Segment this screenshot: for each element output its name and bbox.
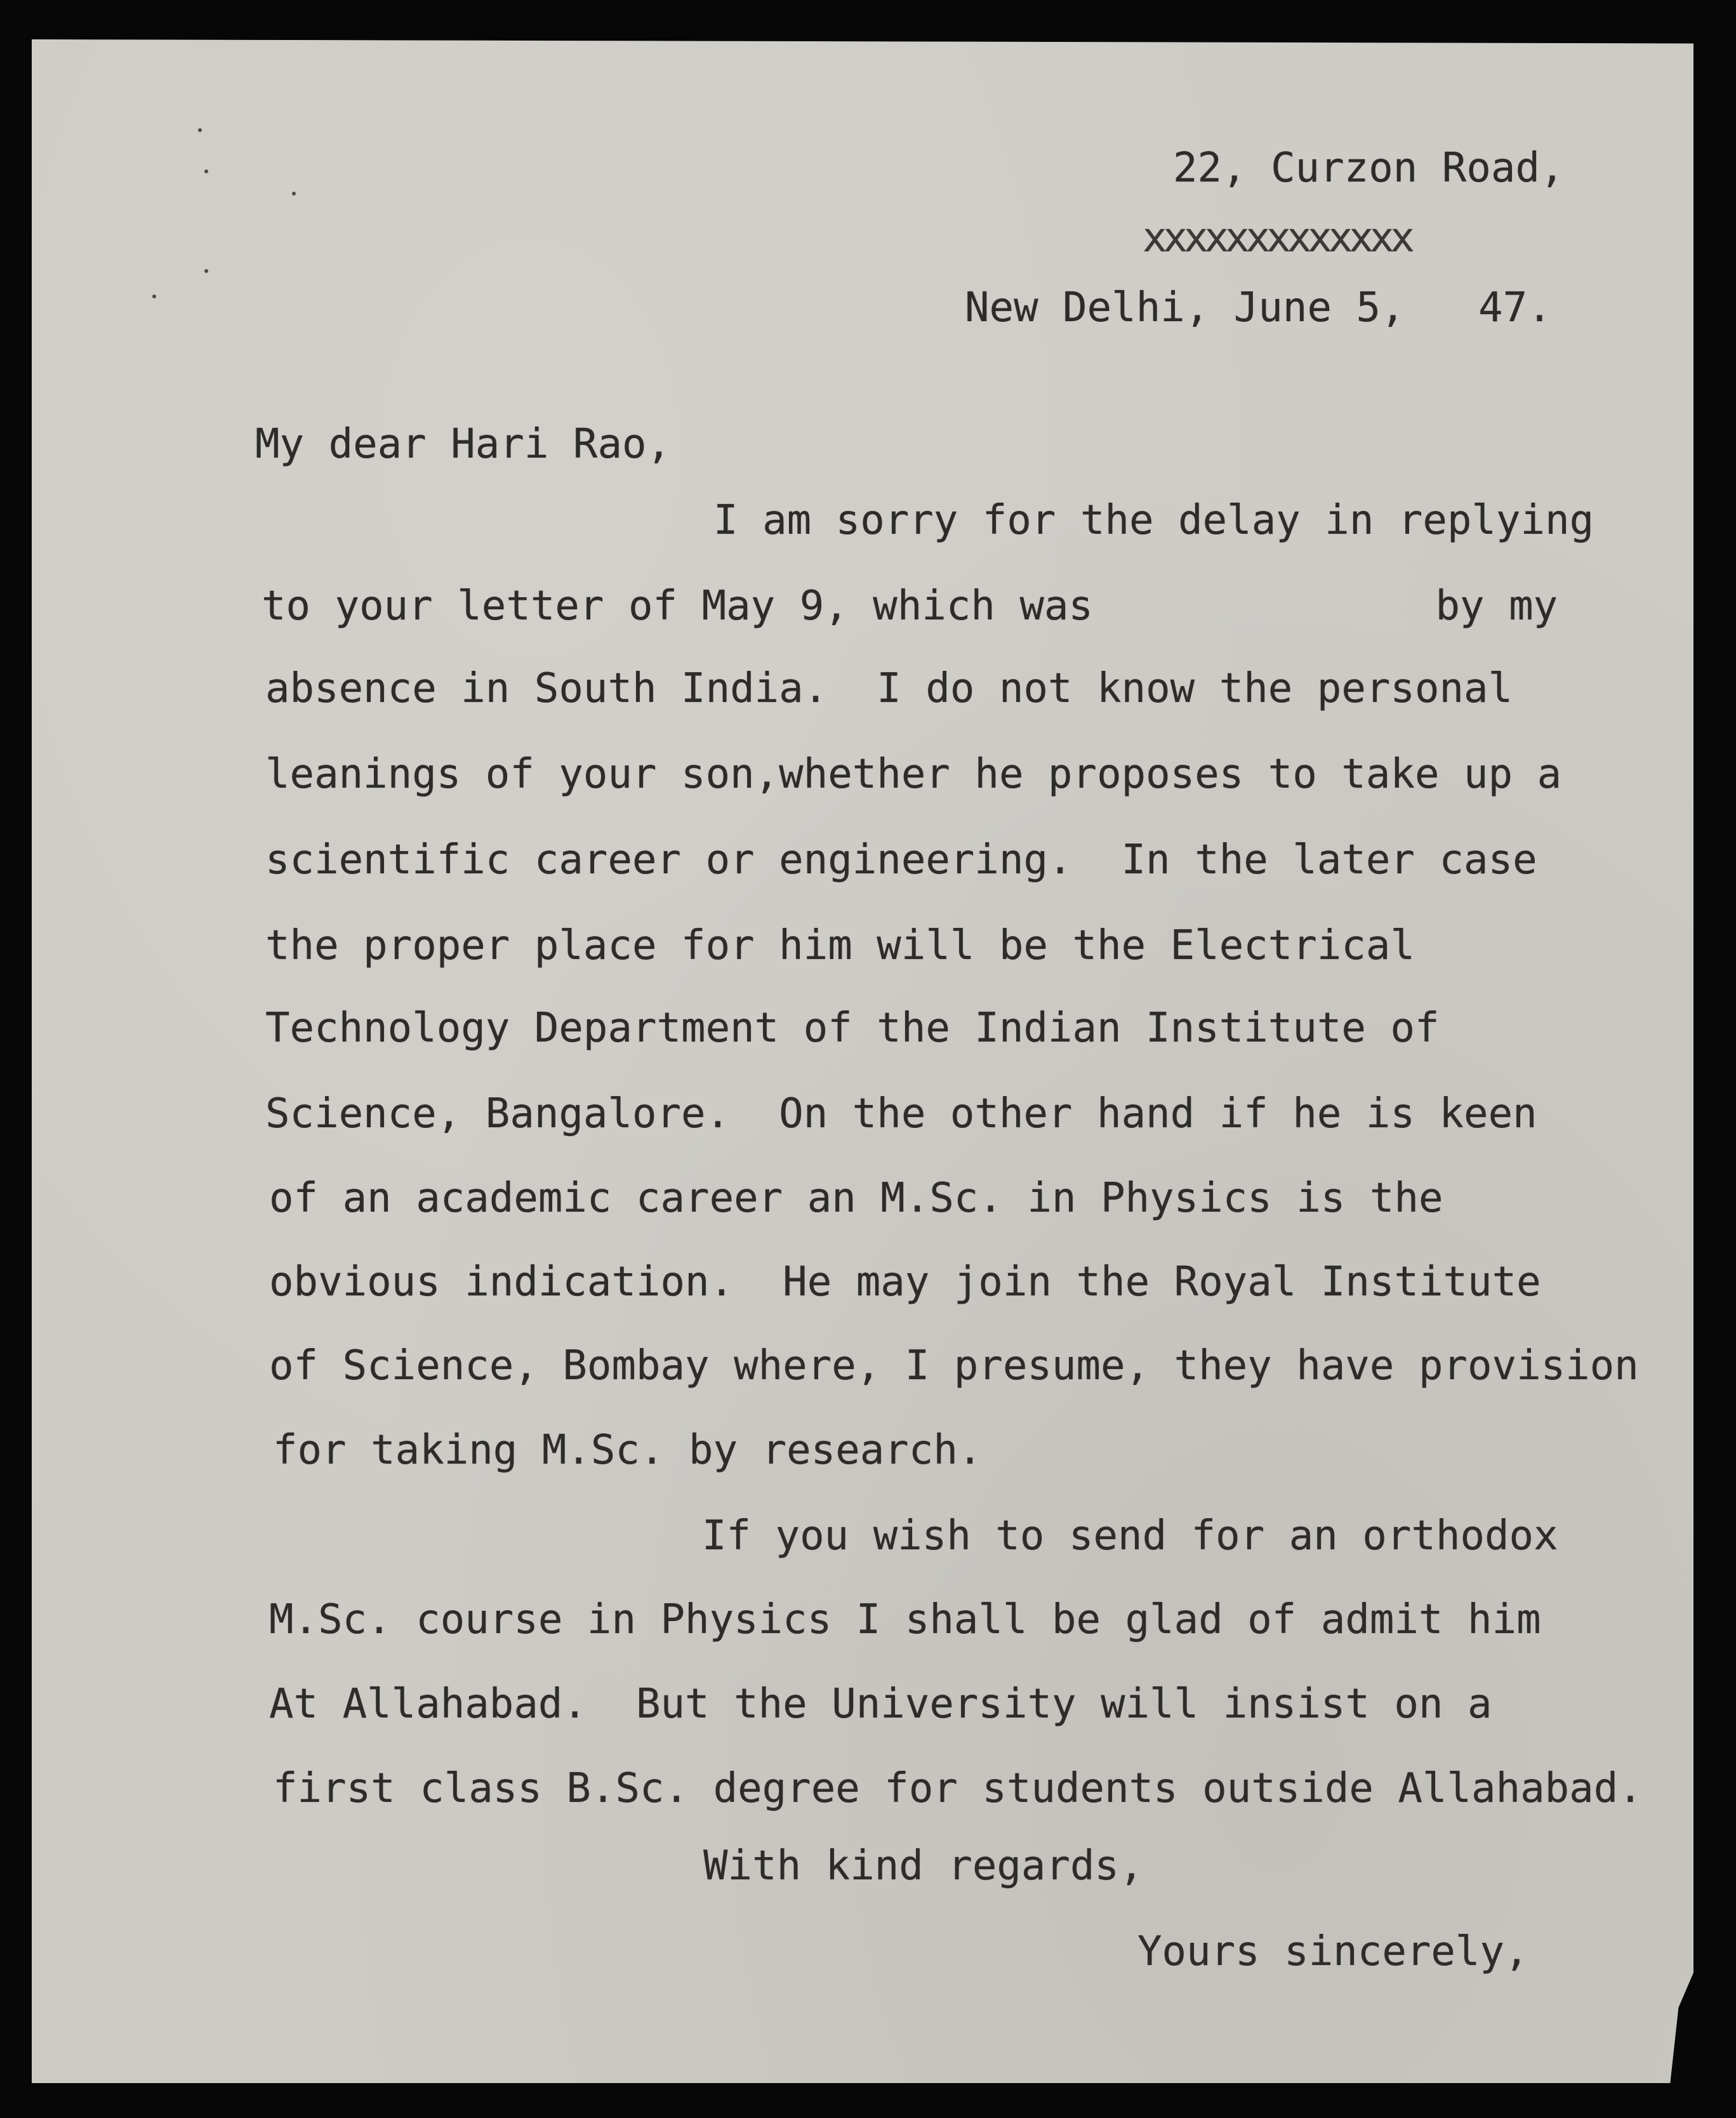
body-line: scientific career or engineering. In the later case: [265, 837, 1537, 884]
body-line: If you wish to send for an orthodox: [702, 1512, 1558, 1559]
body-line: Science, Bangalore. On the other hand if he is keen: [265, 1090, 1537, 1137]
body-line: obvious indication. He may join the Royal Institute: [269, 1259, 1541, 1306]
body-line: Technology Department of the Indian Institute of: [265, 1005, 1440, 1052]
struck-out-text: xxxxxxxxxxxxx: [1143, 215, 1411, 261]
place-date: New Delhi, June 5, 47.: [965, 284, 1552, 331]
closing: With kind regards,: [703, 1843, 1144, 1890]
salutation: My dear Hari Rao,: [255, 421, 672, 468]
paper-speck: [204, 269, 208, 273]
body-line: of Science, Bombay where, I presume, they have provision: [269, 1342, 1639, 1389]
paper-speck: [198, 128, 202, 132]
body-line: to your letter of May 9, which was by my: [262, 583, 1558, 630]
body-line: of an academic career an M.Sc. in Physics is the: [269, 1175, 1443, 1222]
body-line: absence in South India. I do not know the personal: [265, 665, 1513, 712]
paper-speck: [152, 295, 156, 298]
paper-speck: [292, 192, 296, 195]
paper-speck: [204, 169, 208, 173]
body-line: leanings of your son,whether he proposes to take up a: [265, 751, 1562, 798]
body-line: the proper place for him will be the Electrical: [265, 922, 1415, 969]
body-line: first class B.Sc. degree for students outside Allahabad.: [273, 1765, 1643, 1812]
body-line: At Allahabad. But the University will insist on a: [269, 1681, 1492, 1728]
signoff: Yours sincerely,: [1137, 1928, 1529, 1975]
body-line: for taking M.Sc. by research.: [273, 1427, 983, 1474]
body-line: I am sorry for the delay in replying: [713, 497, 1594, 544]
body-line: M.Sc. course in Physics I shall be glad of admit him: [269, 1596, 1541, 1643]
address-line: 22, Curzon Road,: [1173, 145, 1565, 192]
